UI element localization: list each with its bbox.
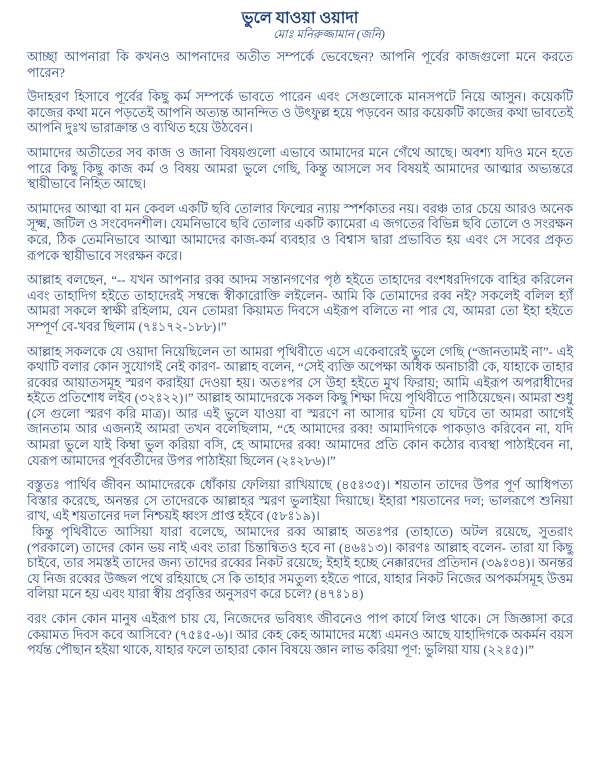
document-body bbox=[27, 50, 573, 659]
paragraph-forgotten-promise: আল্লাহ সকলকে যে ওয়াদা নিয়েছিলেন তা আমরা পৃথিবীতে এসে একেবারেই ভুলে গেছি (“জানতামই না”- এই কথাটি বলার কোন সুযোগই নেই কারণ- আল্লাহ বলেন, “সেই ব্যক্তি অপেক্ষা অধিক অনাচারী কে, যাহাকে তাহার রব্বের আয়াতসমূহ স্মরণ করাইয়া দেওয়া হয়। অতঃপর সে উহা হইতে মুখ ফিরায়; আমি এইরূপ অপরাধীদের হইতে প্রতিশোধ লইব (৩২ঃ২২)।” আল্লাহ আমাদেরকে সকল কিছু শিক্ষা দিয়ে পৃথিবীতে পাঠিয়েছেন। আমরা শুধু (সে গুলো স্মরণ করি মাত্র)। আর এই ভুলে যাওয়া বা স্মরণে না আসার ঘটনা যে ঘটবে তা আমরা আগেই জানতাম আর এজন্যই আমরা তখন বলেছিলাম, “হে আমাদের রব্ব! আমাদিগকে পাকড়াও করিবেন না, যদি আমরা ভুলে যাই কিম্বা ভুল করিয়া বসি, হে আমাদের রব্ব! আমাদের প্রতি কোন কঠোর ব্যবস্থা পাঠাইবেন না, যেরূপ আমাদের পূর্ববর্তীদের উপর পাঠাইয়া ছিলেন (২ঃ২৮৬)।” bbox=[27, 344, 573, 468]
paragraph-intro-question: আচ্ছা আপনারা কি কখনও আপনাদের অতীত সম্পর্কে ভেবেছেন? আপনি পূর্বের কাজগুলো মনে করতে পারেন? bbox=[27, 50, 573, 80]
paragraph-soul-camera-analogy: আমাদের আত্মা বা মন কেবল একটি ছবি তোলার ফিল্মের ন্যায় স্পর্শকাতর নয়। বরঞ্চ তার চেয়ে আরও অনেক সূক্ষ্ম, জটিল ও সংবেদনশীল। যেমনিভাবে ছবি তোলার একটি ক্যামেরা এ জগতের বিভিন্ন ছবি তোলে ও সংরক্ষন করে, ঠিক তেমনিভাবে আত্মা আমাদের কাজ-কর্ম ব্যবহার ও বিশ্বাস দ্বারা প্রভাবিত হয় এবং সে সবের প্রকৃত রূপকে স্থায়ীভাবে সংরক্ষন করে। bbox=[27, 201, 573, 263]
paragraph-example-memories: উদাহরণ হিসাবে পূর্বের কিছু কর্ম সম্পর্কে ভাবতে পারেন এবং সেগুলোকে মানসপটে নিয়ে আসুন। কয়েকটি কাজের কথা মনে পড়তেই আপনি অত্যন্ত আনন্দিত ও উৎফুল্ল হয়ে পড়বেন আর কয়েকটি কাজের কথা ভাবতেই আপনি দুঃখ ভারাক্রান্ত ও ব্যথিত হয়ে উঠবেন। bbox=[27, 90, 573, 136]
paragraph-quran-covenant-quote: আল্লাহ বলছেন, “-- যখন আপনার রব্ব আদম সন্তানগণের পৃষ্ঠ হইতে তাহাদের বংশধরদিগকে বাহির করিলেন এবং তাহাদিগ হইতে তাহাদেরই সম্বন্ধে স্বীকারোক্তি লইলেন- আমি কি তোমাদের রব্ব নই? সকলেই বলিল হ্যাঁ আমরা সকলে স্বাক্ষী রহিলাম, যেন তোমরা কিয়ামত দিবসে এইরূপ বলিতে না পার যে, আমরা তো ইহা হইতে সম্পূর্ণ বে-খবর ছিলাম (৭ঃ১৭২-১৮৮)।” bbox=[27, 273, 573, 334]
paragraph-past-embedded-in-soul: আমাদের অতীতের সব কাজ ও জানা বিষয়গুলো এভাবে আমাদের মনে গেঁথে আছে। অবশ্য যদিও মনে হতে পারে কিছু কিছু কাজ কর্ম ও বিষয় আমরা ভুলে গেছি, কিন্তু আসলে সব বিষয়ই আমাদের আত্মার অভ্যন্তরে স্থায়ীভাবে নিহিত আছে। bbox=[27, 145, 573, 192]
author-byline: মোঃ মনিরুজ্জামান (জনি) bbox=[273, 29, 385, 41]
paragraph-worldly-deception: বস্তুতঃ পার্থিব জীবন আমাদেরকে ধোঁকায় ফেলিয়া রাখিয়াছে (৪৫ঃ৩৫)। শয়তান তাদের উপর পূর্ণ আধিপত্য বিস্তার করেছে, অনন্তর সে তাদেরকে আল্লাহর স্মরণ ভুলাইয়া দিয়াছে। ইহারা শয়তানের দল; ভালরূপে শুনিয়া রাখ, এই শয়তানের দল নিশ্চয়ই ধ্বংস প্রাপ্ত হইবে (৫৮ঃ১৯)। bbox=[27, 478, 573, 524]
page-title: ভুলে যাওয়া ওয়াদা bbox=[241, 10, 359, 27]
paragraph-closing-sinful-life: বরং কোন কোন মানুষ এইরূপ চায় যে, নিজেদের ভবিষ্যৎ জীবনেও পাপ কার্যে লিপ্ত থাকে। সে জিজ্ঞাসা করে কেয়ামত দিবস কবে আসিবে? (৭৫ঃ৫-৬)। আর কেহ কেহ আমাদের মধ্যে এমনও আছে যাহাদিগকে অকর্মন বয়স পর্যন্ত পৌছান হইয়া থাকে, যাহার ফলে তাহারা কোন বিষয়ে জ্ঞান লাভ করিয়া পূণ: ভুলিয়া যায় (২২ঃ৫)।” bbox=[27, 612, 573, 658]
paragraph-steadfast-believers: কিন্তু পৃথিবীতে আসিয়া যারা বলেছে, আমাদের রব্ব আল্লাহ অতঃপর (তাহাতে) অটল রয়েছে, সুতরাং (পরকালে) তাদের কোন ভয় নাই এবং তারা চিন্তান্বিতও হবে না (৪৬ঃ১৩)। কারণঃ আল্লাহ বলেন- তারা যা কিছু চাইবে, তার সমস্তই তাদের জন্য তাদের রব্বের নিকট রয়েছে; ইহাই হচ্ছে নেক্কারদের প্রতিদান (৩৯ঃ৩৪)। অনন্তর যে নিজ রব্বের উজ্জল পথে রহিয়াছে সে কি তাহার সমতুল্য হইতে পারে, যাহার নিকট নিজের অপকর্মসমূহ উত্তম বলিয়া মনে হয় এবং যারা স্বীয় প্রবৃত্তির অনুসরণ করে চলে? (৪৭ঃ১৪) bbox=[27, 525, 573, 602]
